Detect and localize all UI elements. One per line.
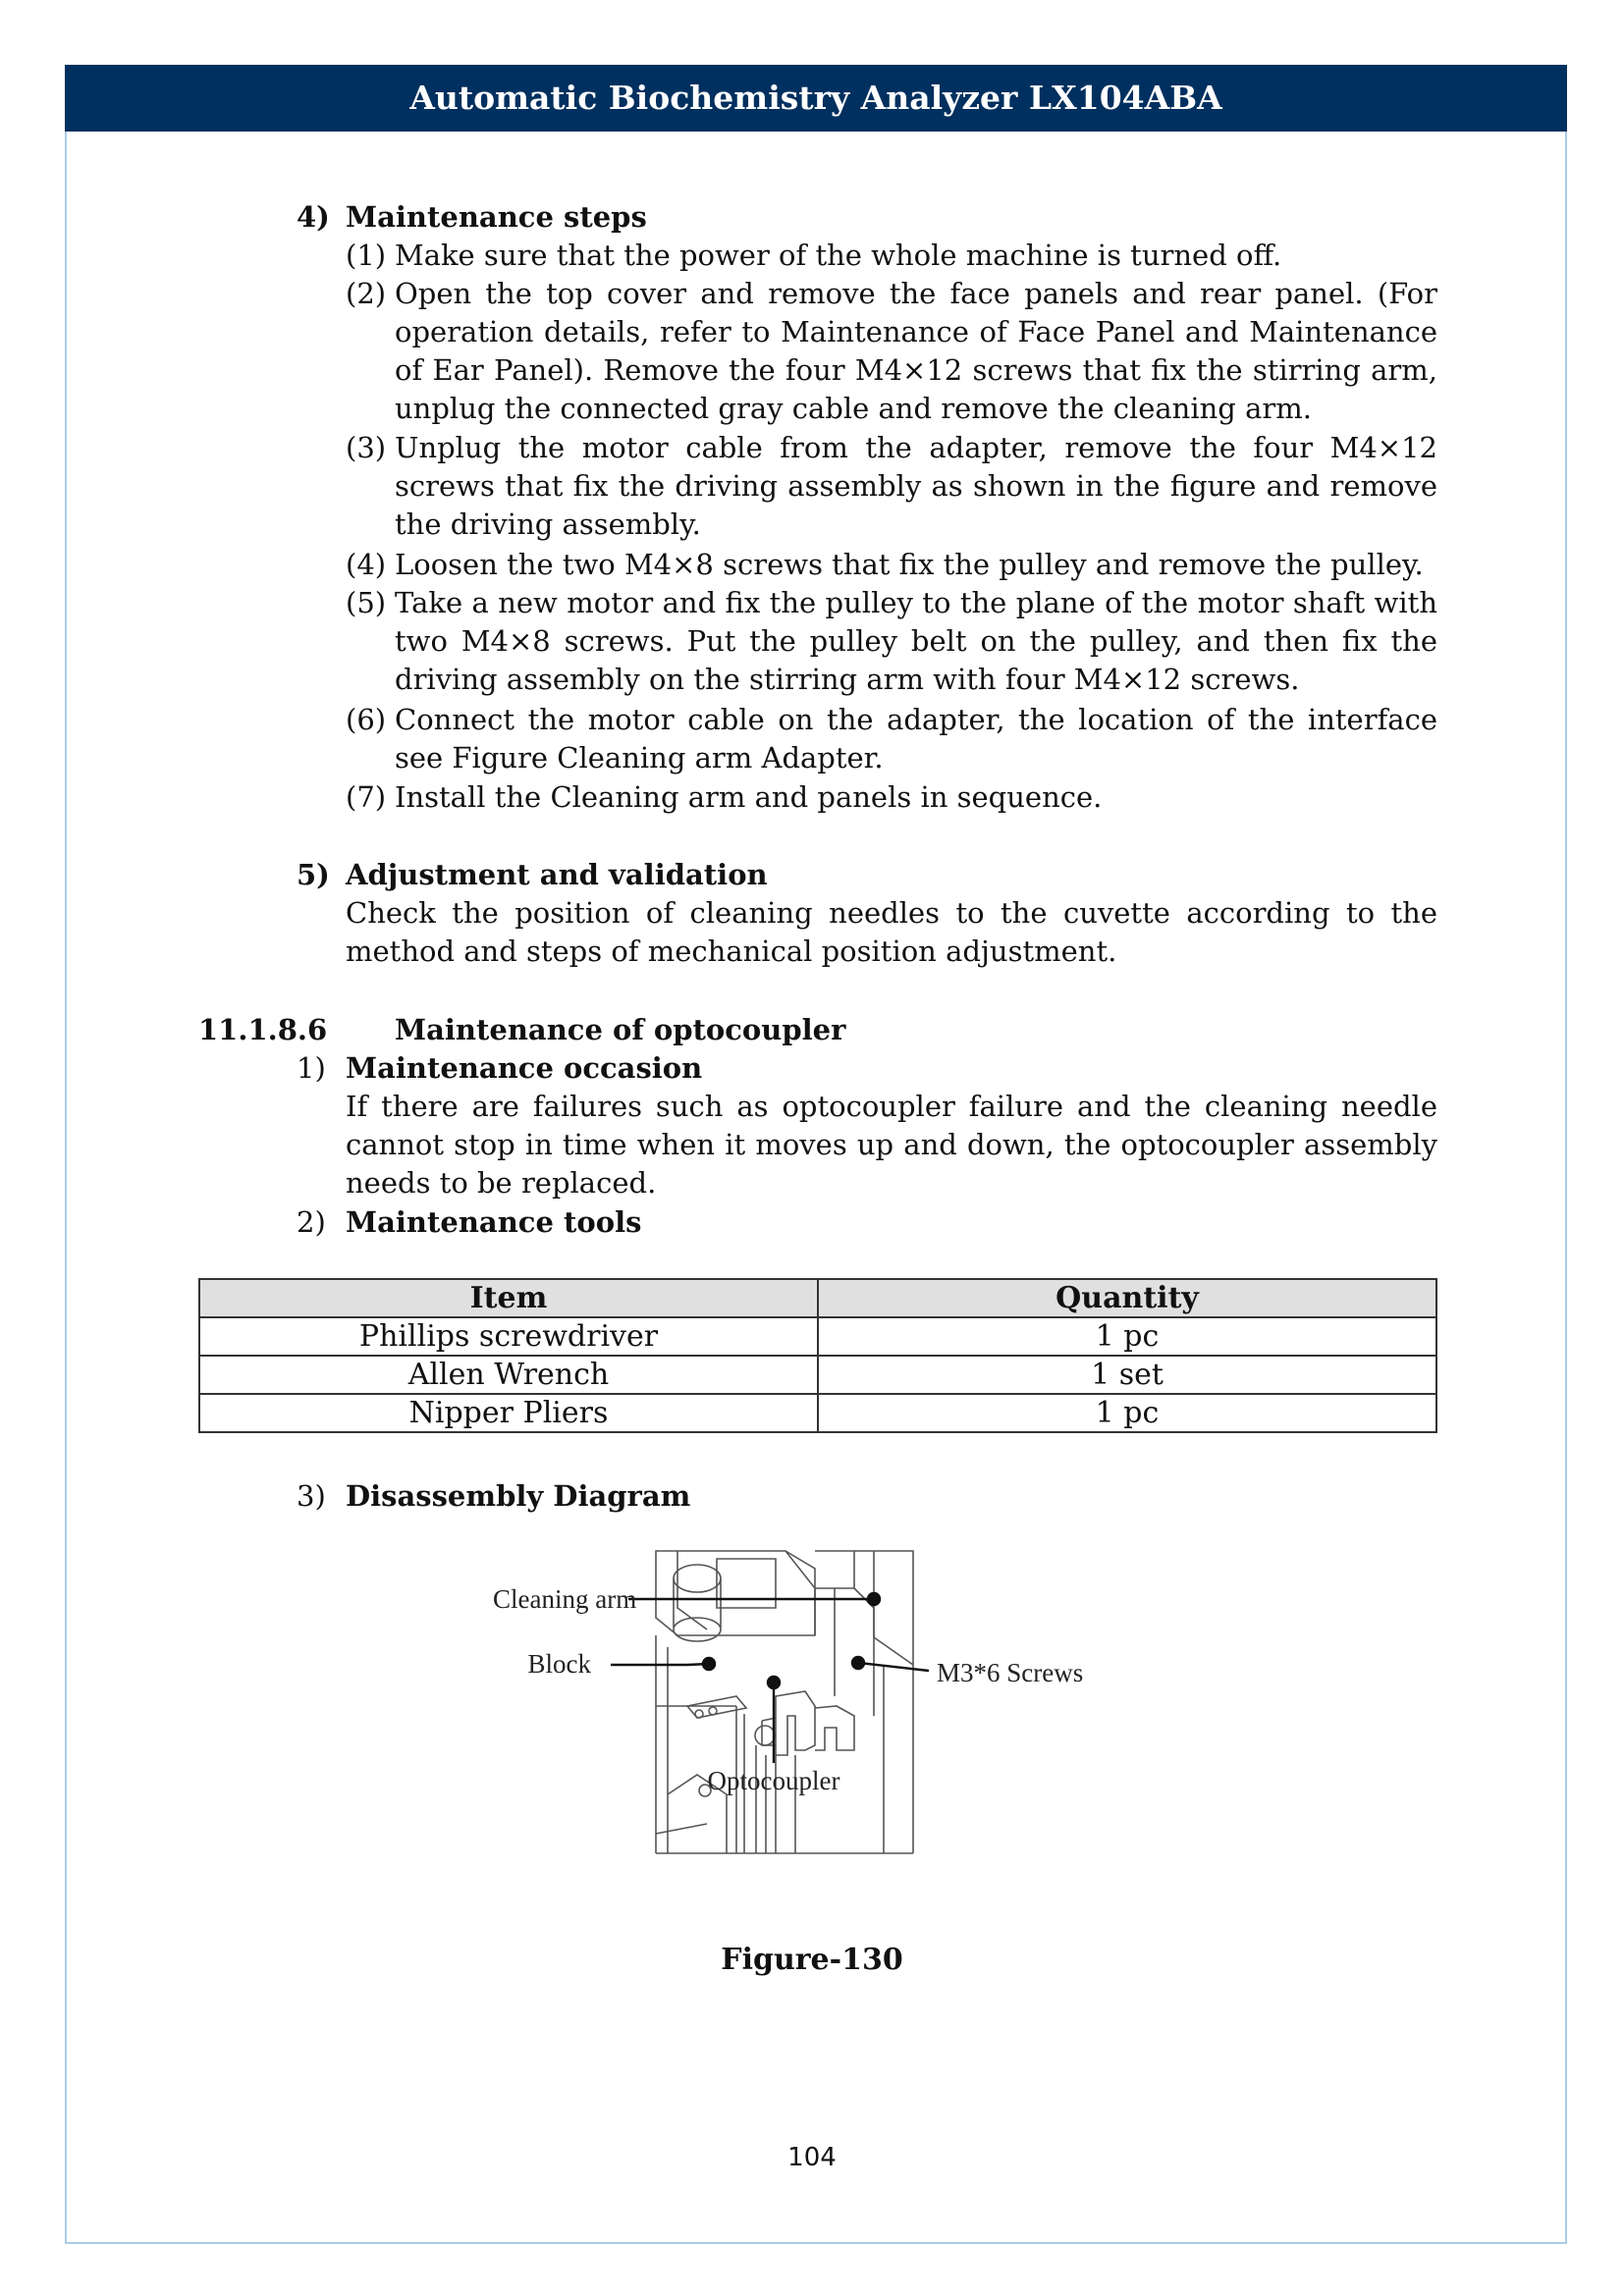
block-part: [687, 1696, 746, 1718]
table-cell: Allen Wrench: [199, 1356, 818, 1394]
item-text: If there are failures such as optocoupler failure and the cleaning needle cannot stop in time when it moves up and down, the optocoupler assembly needs to be replaced.: [346, 1090, 1437, 1200]
section-number: 5): [297, 858, 330, 891]
table-cell: Nipper Pliers: [199, 1394, 818, 1432]
table-cell: Phillips screwdriver: [199, 1317, 818, 1356]
step-text: Make sure that the power of the whole machine is turned off.: [395, 239, 1282, 272]
section-number: 4): [297, 200, 330, 234]
section-title: Adjustment and validation: [346, 858, 768, 891]
item-number: 2): [297, 1205, 326, 1239]
step-text: Take a new motor and fix the pulley to the plane of the motor shaft with two M4×8 screws. Put the pulley belt on the pulley, and then fix the driving assembly on the stirring arm with four M4×12 screws.: [395, 586, 1437, 696]
subsection-title: Maintenance of optocoupler: [395, 1013, 846, 1046]
step-item: [346, 778, 1437, 817]
column-header-item: Item: [199, 1279, 818, 1317]
step-number: (3): [346, 431, 387, 464]
page-number: 104: [787, 2143, 837, 2172]
step-item: [346, 584, 1437, 699]
label-screws: M3*6 Screws: [937, 1658, 1084, 1687]
item-number: 1): [297, 1051, 326, 1085]
item-title: Maintenance occasion: [346, 1051, 703, 1085]
step-text: Connect the motor cable on the adapter, the location of the interface see Figure Cleaning arm Adapter.: [395, 703, 1437, 774]
figure-caption: Figure-130: [721, 1943, 903, 1977]
step-item: [346, 701, 1437, 777]
label-cleaning-arm: Cleaning arm: [493, 1584, 637, 1614]
disassembly-diagram: [481, 1549, 1155, 1904]
table-row: [199, 1356, 1436, 1394]
column-header-quantity: Quantity: [818, 1279, 1436, 1317]
step-text: Unplug the motor cable from the adapter, remove the four M4×12 screws that fix the driving assembly as shown in the figure and remove the driving assembly.: [395, 431, 1437, 541]
optocoupler-part: [776, 1691, 815, 1755]
step-number: (7): [346, 780, 387, 814]
step-text: Open the top cover and remove the face panels and rear panel. (For operation details, refer to Maintenance of Face Panel and Maintenance of Ear Panel). Remove the four M4×12 screws that fix the stirring arm, unplug the connected gray cable and remove the cleaning arm.: [395, 277, 1437, 425]
step-number: (6): [346, 703, 387, 736]
section-text: Check the position of cleaning needles to the cuvette according to the method and steps of mechanical position adjustment.: [346, 896, 1437, 968]
item-number: 3): [297, 1479, 326, 1513]
label-optocoupler: Optocoupler: [707, 1766, 840, 1795]
table-row: [199, 1394, 1436, 1432]
table-cell: 1 set: [818, 1356, 1436, 1394]
item-title: Maintenance tools: [346, 1205, 642, 1239]
step-item: [346, 546, 1437, 584]
step-number: (5): [346, 586, 387, 619]
cleaning-arm-body: [656, 1551, 815, 1635]
step-number: (1): [346, 239, 387, 272]
table-cell: 1 pc: [818, 1394, 1436, 1432]
label-block: Block: [527, 1649, 591, 1679]
step-item: [346, 237, 1437, 275]
step-number: (4): [346, 548, 387, 581]
table-row: [199, 1317, 1436, 1356]
item-title: Disassembly Diagram: [346, 1479, 691, 1513]
section-title: Maintenance steps: [346, 200, 647, 234]
step-item: [346, 429, 1437, 544]
step-text: Loosen the two M4×8 screws that fix the pulley and remove the pulley.: [395, 548, 1424, 581]
subsection-number: 11.1.8.6: [198, 1013, 328, 1046]
table-cell: 1 pc: [818, 1317, 1436, 1356]
table-header-row: [199, 1279, 1436, 1317]
step-number: (2): [346, 277, 387, 310]
step-item: [346, 275, 1437, 428]
step-text: Install the Cleaning arm and panels in sequence.: [395, 780, 1103, 814]
page-header: Automatic Biochemistry Analyzer LX104ABA: [65, 65, 1567, 132]
tools-table: [198, 1278, 1437, 1433]
